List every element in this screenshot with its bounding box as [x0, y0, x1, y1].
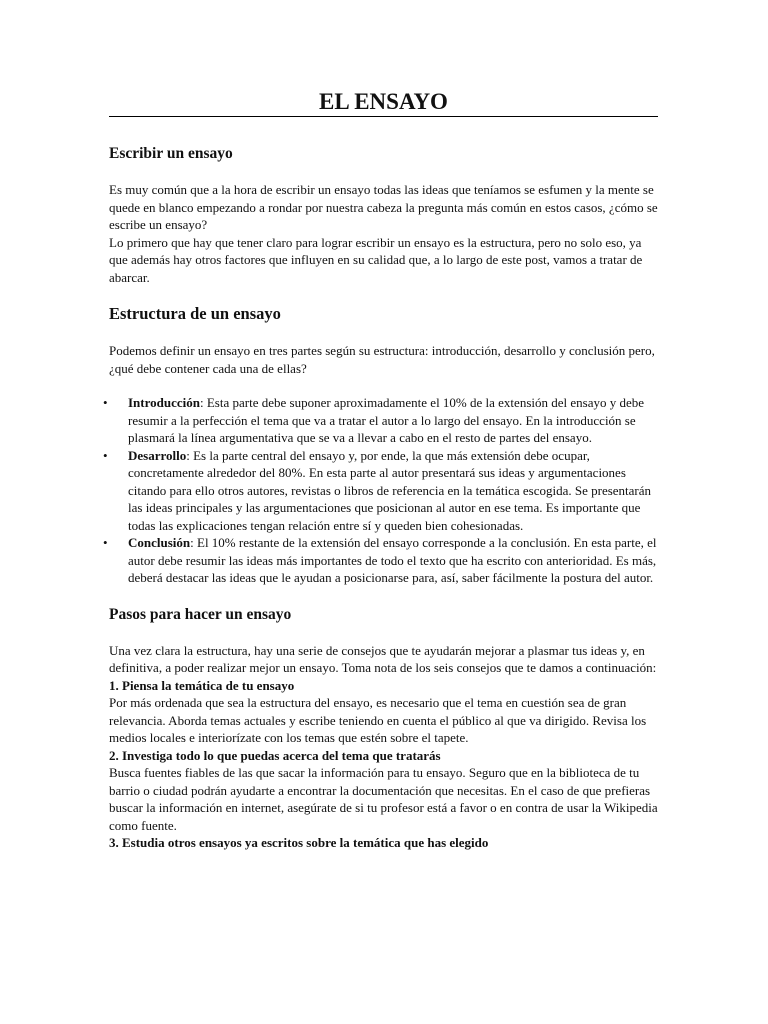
document-title: EL ENSAYO — [319, 89, 448, 114]
section2-intro: Podemos definir un ensayo en tres partes según su estructura: introducción, desarrollo y conclusión pero, ¿qué debe contener cada una de ellas? — [109, 343, 655, 376]
section1-paragraph-1: Es muy común que a la hora de escribir un ensayo todas las ideas que teníamos se esfumen y la mente se quede en blanco empezando a rondar por nuestra cabeza la pregunta más común en estos casos, ¿cómo se escribe un ensayo? — [109, 182, 658, 232]
step-2-title: 2. Investiga todo lo que puedas acerca del tema que tratarás — [109, 747, 441, 763]
step-2-text: Busca fuentes fiables de las que sacar la información para tu ensayo. Seguro que en la biblioteca de tu barrio o ciudad podrán ayudarte a encontrar la documentación que necesitas. En el caso de que prefieras buscar la información en internet, asegúrate de si tu profesor está a favor o en contra de usar la Wikipedia como fuente. — [109, 765, 658, 833]
section1-paragraph-2: Lo primero que hay que tener claro para lograr escribir un ensayo es la estructura, pero no solo eso, ya que además hay otros factores que influyen en su calidad que, a lo largo de este post, vamos a tratar de abarcar. — [109, 234, 643, 285]
section-heading-escribir: Escribir un ensayo — [109, 145, 233, 162]
structure-list — [103, 394, 658, 587]
list-item-text: : Esta parte debe suponer aproximadamente el 10% de la extensión del ensayo y debe resumir a la perfección el tema que va a tratar el autor a lo largo del ensayo. En la introducción se plasmará la línea argumentativa que se va a llevar a cabo en el resto de partes del ensayo. — [128, 395, 645, 445]
bullet-icon: • — [103, 395, 108, 410]
list-item — [103, 394, 658, 447]
bullet-icon: • — [103, 447, 108, 463]
list-item-text: : Es la parte central del ensayo y, por ende, la que más extensión debe ocupar, concretamente alrededor del 80%. En esta parte al autor presentará sus ideas y argumentaciones citando para ello otros autores, revistas o libros de referencia en la temática escogida. Se presentarán las ideas principales y las argumentaciones que posicionan al autor en ese tema. Es importante que todas las explicaciones tengan relación entre sí y queden bien cohesionadas. — [128, 447, 652, 533]
step-1-title: 1. Piensa la temática de tu ensayo — [109, 677, 295, 693]
document-page — [103, 88, 658, 852]
section-heading-estructura: Estructura de un ensayo — [109, 304, 281, 323]
list-item-text: : El 10% restante de la extensión del ensayo corresponde a la conclusión. En esta parte, el autor debe resumir las ideas más importantes de todo el texto que ha escrito con anterioridad. Es más, deberá destacar las ideas que le ayudan a posicionarse para, así, saber fácilmente la postura del autor. — [128, 535, 657, 585]
bullet-icon: • — [103, 535, 108, 550]
section-heading-pasos: Pasos para hacer un ensayo — [109, 605, 292, 623]
step-1-text: Por más ordenada que sea la estructura del ensayo, es necesario que el tema en cuestión sea de gran relevancia. Aborda temas actuales y escribe teniendo en cuenta el público al que va dirigido. Revisa los medios locales e interiorízate con los temas que estén sobre el tapete. — [109, 695, 647, 745]
step-3-title: 3. Estudia otros ensayos ya escritos sobre la temática que has elegido — [109, 835, 489, 850]
list-item — [103, 534, 658, 587]
list-item-term: Conclusión — [128, 535, 191, 550]
list-item-term: Introducción — [128, 395, 200, 410]
section3-intro: Una vez clara la estructura, hay una serie de consejos que te ayudarán mejorar a plasmar tus ideas y, en definitiva, a poder realizar mejor un ensayo. Toma nota de los seis consejos que te damos a continuación: — [109, 642, 657, 675]
list-item-term: Desarrollo — [128, 447, 187, 463]
title-underline — [109, 116, 658, 117]
list-item — [103, 447, 658, 535]
